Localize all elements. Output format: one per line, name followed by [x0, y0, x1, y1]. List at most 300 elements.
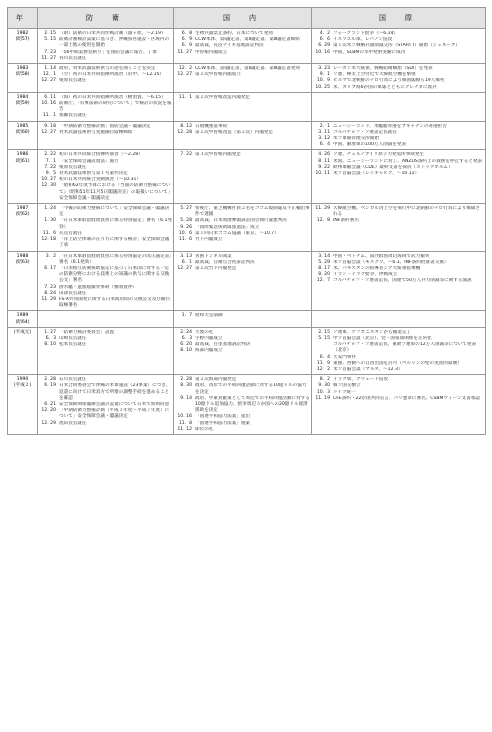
event-text: 最高裁、長沼ナイキ基地訴訟判決	[195, 43, 264, 49]
event-entry	[175, 237, 310, 243]
event-text: 第２次海部内閣発足	[195, 377, 237, 383]
international-cell	[312, 29, 486, 64]
event-date: 2. 22	[44, 152, 56, 158]
event-date: 2. 15	[318, 329, 330, 335]
international-cell	[312, 64, 486, 93]
event-entry	[39, 218, 172, 230]
event-date: 5. 28	[180, 218, 192, 224]
event-text: 第２次中曽根改造内閣発足	[195, 94, 251, 100]
event-entry	[313, 142, 484, 148]
event-text: イラン・イラク紛争、停戦成立	[333, 272, 398, 278]
event-text: 対米武器技術供与実施細目取極締結	[59, 129, 133, 135]
year-cell	[8, 204, 38, 251]
event-text: 「今後の防衛力整備について」安全保障会議・閣議決定	[59, 206, 170, 218]
event-date: 12. 1	[42, 72, 56, 78]
year-row	[8, 311, 486, 327]
event-text: 初の日米共同統合実動演習（〜10.31）	[59, 177, 142, 183]
year-cell	[8, 29, 38, 64]
event-text: 中国、解放軍の100万人削減を発表	[333, 142, 407, 148]
event-date: 6. 21	[44, 401, 56, 407]
year-cell	[8, 311, 38, 327]
event-text: FS-X共同開発に関する日米政府間の交換公文及び細目取極署名	[59, 296, 171, 309]
international-cell	[312, 311, 486, 327]
year-row	[8, 29, 486, 64]
international-cell	[312, 375, 486, 435]
event-date: 6. 8	[181, 31, 192, 36]
event-entry	[313, 206, 484, 218]
event-text: 第１次米ソ戦略兵器削減交渉（START Ⅰ）開始（ジュネーブ）	[333, 43, 460, 49]
event-date: 11. 27	[41, 55, 56, 61]
era-label: (昭61)	[15, 158, 30, 164]
event-entry	[39, 78, 172, 84]
event-text: （空）初の日米共同指揮所演習（府中、〜12.15）	[59, 72, 165, 78]
chronology-table	[7, 7, 486, 435]
year-row	[8, 64, 486, 93]
event-date: 12. 27	[177, 72, 192, 78]
event-text: 第２次竹下内閣発足	[195, 265, 237, 271]
event-date: 10. 11	[315, 171, 330, 177]
event-entry	[175, 348, 310, 354]
event-entry	[313, 396, 484, 402]
event-date: 12. 28	[177, 129, 192, 135]
event-date: 6. 3	[45, 335, 56, 341]
event-date: 6. 4	[319, 142, 330, 148]
event-text: レーガン米大統領、戦略防衛構想（SDI）を発表	[333, 66, 433, 72]
year-row	[8, 150, 486, 204]
event-date: 1. 7	[181, 313, 192, 319]
international-cell	[312, 121, 486, 150]
event-entry	[175, 383, 310, 395]
event-text: 天安門事件	[333, 354, 356, 360]
event-text: 対米武器技術供与第１号案件決定	[59, 171, 128, 177]
event-entry	[39, 297, 172, 309]
defense-cell	[38, 251, 174, 311]
year-label: 1982	[16, 31, 29, 36]
event-entry	[175, 72, 310, 78]
event-entry	[175, 130, 310, 136]
defense-cell	[38, 204, 174, 251]
year-label: 1988	[16, 253, 29, 259]
event-text: ドイツ統一	[333, 389, 356, 395]
event-date: 7. 22	[180, 152, 192, 158]
event-text: 「中期防衛力整備計画（平成３年度〜平成７年度）について」安全保障会議・閣議決定	[59, 408, 170, 420]
event-text: （海）初の日米共同指揮所演習（横須賀、〜6.15）	[59, 94, 166, 100]
event-date: 3. 12	[318, 136, 330, 142]
event-date: 10. 16	[315, 49, 330, 55]
event-date: 9. 18	[44, 123, 56, 129]
event-date: 11. 6	[178, 237, 192, 243]
event-text: ゴルバチョフ・ソ連書記長、国連で50万人兵力削減等に関する演説	[333, 278, 472, 284]
event-text: 宇野内閣成立	[195, 335, 223, 341]
event-date: 5. 29	[318, 259, 330, 265]
event-date: 8. 2	[319, 377, 330, 383]
domestic-cell	[174, 311, 312, 327]
event-date: 3. 11	[318, 129, 330, 135]
year-cell	[8, 92, 38, 121]
event-date: 5. 27	[180, 206, 192, 212]
event-date: 11. 29	[315, 206, 330, 212]
event-date: 6. 1	[181, 259, 192, 265]
event-text: 中曽根内閣成立	[195, 49, 228, 55]
event-text: 最高裁、百里基地訴訟判決	[195, 342, 251, 348]
event-text: （財）防衛の日米共同作戦計画（渝ヶ原、〜2.19）	[59, 31, 166, 36]
event-date: 4. 26	[318, 152, 330, 158]
event-text: 米ソ首脳会談（レイキャビク、〜10.12）	[333, 171, 420, 177]
year-row	[8, 375, 486, 435]
year-row	[8, 92, 486, 121]
international-cell	[312, 251, 486, 311]
event-date: 6. 20	[180, 342, 192, 348]
event-text: 「防衛力検討委員会」設置	[59, 329, 115, 335]
event-date: 12. 27	[41, 129, 56, 135]
event-text: CCW本体、第Ⅰ議定書、第Ⅱ議定書、第Ⅲ議定書締結	[195, 37, 301, 43]
event-date: 5. 15	[44, 37, 56, 43]
event-text: 初の日米共同統合指揮所演習（〜2.28）	[59, 152, 143, 158]
event-text: 最高裁、日米原潜弾頭訴訟国会執行違憲判決	[195, 218, 287, 224]
event-date: 10. 16	[177, 414, 192, 420]
event-text: 米国、ニュージーランドに対し、ANZUS条約上の義務を停止すると発表	[333, 158, 483, 164]
event-date: 9. 22	[318, 164, 330, 170]
event-entry	[39, 113, 172, 119]
event-entry	[39, 237, 172, 249]
event-date: 12. 20	[41, 408, 56, 414]
event-date: 6. 11	[44, 94, 56, 100]
domestic-cell	[174, 29, 312, 64]
event-date: 2. 28	[44, 377, 56, 383]
event-entry	[39, 56, 172, 62]
event-entry	[39, 206, 172, 218]
event-text: 池田長官就任	[59, 420, 87, 426]
event-text: 「日米相互防衛援助協定に基づく日本国に対する一定の防衛分野における技術上の知識の供与に関する交換公文」署名	[59, 265, 170, 284]
event-date: 8. 11	[318, 158, 330, 164]
event-date: 12. 8	[316, 218, 330, 224]
event-date: 10. 16	[41, 101, 56, 107]
event-date: 11. 12	[177, 426, 192, 432]
event-text: 谷川長官就任	[59, 55, 87, 61]
event-entry	[39, 37, 172, 49]
event-text: CCW本体、第Ⅰ議定書、第Ⅱ議定書、第Ⅲ議定書発効	[195, 66, 301, 72]
event-text: 「56中期業務見積り」を国防会議に報告、了承	[59, 49, 157, 55]
event-date: 6. 17	[44, 265, 56, 271]
event-text: 「洋上防空体制の在り方に関する検討」安全保障会議了承	[59, 237, 170, 249]
event-text: 米ソ軍備管理交渉開始	[333, 136, 379, 142]
era-label: (昭60)	[15, 129, 30, 135]
event-entry	[175, 95, 310, 101]
event-entry	[313, 218, 484, 224]
event-text: 「在日米軍駐留経費負担に係る特別協定の改正議定書」署名（6.1発効）	[59, 253, 172, 265]
event-entry	[39, 421, 172, 427]
event-text: 米ソ首脳会談（モスクワ、〜6.1、INF条約批准書交換）	[333, 259, 449, 265]
event-text: 欧州軍縮会議（CDE）最終文書を採択（ストックホルム）	[333, 164, 453, 170]
event-text: 昭和天皇崩御	[195, 313, 223, 319]
defense-cell	[38, 311, 174, 327]
event-text: 第２次中曽根内閣成立	[195, 72, 241, 78]
event-date: 2. 1	[319, 123, 330, 129]
event-date: 8. 17	[318, 265, 330, 271]
event-text: 即位の礼	[195, 426, 214, 432]
event-date: 7. 23	[44, 49, 56, 55]
domestic-cell	[174, 121, 312, 150]
event-date: 12. 18	[41, 237, 56, 243]
chronology-body	[8, 29, 486, 435]
event-text: 大韓航空機、ベンガル湾上空を飛行中に北朝鮮のテロ行為により爆破される	[333, 206, 481, 218]
year-cell	[8, 251, 38, 311]
event-text: 栗原長官就任	[59, 164, 87, 170]
event-date: 1. 24	[44, 206, 56, 212]
event-text: 第１回日米ココム協議（東京、〜10.7）	[195, 230, 279, 236]
event-entry	[39, 101, 172, 113]
event-date: 11. 19	[315, 395, 330, 401]
event-date: 9. 1	[319, 72, 330, 78]
international-cell	[312, 92, 486, 121]
event-text: 防衛計画検討試案に基づき、沖縄県宮施設・区域内の一部土地の使用を開始	[59, 37, 170, 49]
event-date: 12. 7	[316, 278, 330, 284]
year-cell	[8, 121, 38, 150]
event-entry	[39, 342, 172, 348]
event-text: 「国連平和協力法案」廃案	[195, 420, 251, 426]
event-text: 「国際緊急援助隊派遣法」成立	[195, 224, 260, 230]
event-text: イスラエル軍、レバノン侵攻	[333, 37, 393, 43]
event-text: ソ連軍、アフガニスタンから撤退完了	[333, 329, 412, 335]
event-text: 中ソ首脳会談（北京）、党・国家間関係を正常化	[333, 335, 432, 341]
event-entry	[175, 396, 310, 415]
event-text: 韓ソ国交樹立	[333, 383, 361, 389]
event-text: 中国・ベトナム、南沙群島周辺海域で武力衝突	[333, 253, 430, 259]
year-cell	[8, 64, 38, 93]
domestic-cell	[174, 204, 312, 251]
event-date: 3. 23	[318, 66, 330, 72]
event-date: 10. 6	[178, 230, 192, 236]
event-date: 6. 3	[181, 335, 192, 341]
era-label: (昭58)	[15, 72, 30, 78]
event-date: 6. 4	[319, 354, 330, 360]
event-date: 6. 19	[44, 383, 56, 389]
event-entry	[39, 408, 172, 420]
event-date: 1. 30	[44, 218, 56, 224]
event-entry	[39, 383, 172, 402]
event-date: 9. 26	[180, 224, 192, 230]
era-label: (昭57)	[15, 37, 30, 43]
event-text: 石川長官就任	[59, 377, 87, 383]
event-date: 12. 27	[41, 78, 56, 84]
year-label: 1985	[16, 123, 29, 129]
event-text: CFE条約・22か国共同宣言、パリ憲章に署名、CSBMウィーン文書承認	[333, 395, 480, 401]
era-label: (昭63)	[15, 259, 30, 265]
year-label: 1984	[16, 94, 29, 100]
event-date: 12. 30	[41, 183, 56, 189]
event-text: 「在日米軍駐留経費負担に係る特別協定」署名（6.1発効）	[59, 218, 172, 230]
event-text: イラク軍、クウェート侵攻	[333, 377, 388, 383]
event-date: 8. 10	[180, 348, 192, 354]
event-date: 11. 1	[178, 94, 192, 100]
event-date: 8. 20	[318, 272, 330, 278]
event-text: 米、カリブ海6か国の軍隊とともにグレナダに派兵	[333, 84, 437, 90]
event-entry	[39, 130, 172, 136]
event-date: 10. 27	[41, 177, 56, 183]
header-international: 国 際	[312, 8, 486, 29]
event-text: 「安全保障会議設置法」施行	[59, 158, 119, 164]
event-date: 8. 24	[44, 290, 56, 296]
event-date: 9. 30	[318, 383, 330, 389]
event-date: 7. 22	[44, 164, 56, 170]
event-date: 11. 27	[177, 49, 192, 55]
event-text: ビルマで北朝鮮のテロ行為により韓国閣僚ら19人爆死	[333, 78, 445, 84]
domestic-cell	[174, 64, 312, 93]
year-cell	[8, 150, 38, 204]
year-cell	[8, 375, 38, 435]
event-text: 生物兵器禁止条約、日本について発効	[195, 31, 274, 36]
event-date: 2. 15	[44, 31, 56, 36]
domestic-cell	[174, 251, 312, 311]
event-text: 「国連平和協力法案」提出	[195, 414, 251, 420]
event-entry	[175, 50, 310, 56]
event-date: 6. 9	[181, 43, 192, 49]
event-text: 米ソ首脳会談（マルタ、〜12.3）	[333, 366, 403, 372]
event-date: 7. 23	[44, 284, 56, 290]
defense-cell	[38, 327, 174, 374]
international-cell	[312, 150, 486, 204]
event-date: 12. 2	[316, 366, 330, 372]
event-entry	[313, 171, 484, 177]
event-date: 11. 1	[42, 113, 56, 119]
event-date: 3. 13	[180, 253, 192, 259]
era-label: (昭59)	[15, 101, 30, 107]
event-date: 8. 12	[180, 123, 192, 129]
event-text: 中国、SLBMの水中発射実験に成功	[333, 49, 406, 55]
year-row	[8, 251, 486, 311]
defense-cell	[38, 29, 174, 64]
event-entry	[175, 152, 310, 158]
event-text: 「昭和62年度予算における『当面の防衛力整備について』（昭和51年11月5日閣議決定）の取扱いについて」安全保障会議・閣議決定	[59, 183, 171, 201]
year-label: 1986	[16, 152, 29, 158]
event-text: 日米合同委員会で沖縄の米軍施設（23事案）につき、返還に向けて日米双方で所要の調整手続を進めることを確認	[59, 383, 171, 401]
event-date: 11. 9	[316, 360, 330, 366]
event-date: 11. 29	[41, 296, 56, 302]
year-label: 1989	[16, 313, 29, 319]
event-date	[313, 342, 333, 354]
event-date: 5. 15	[318, 335, 330, 341]
event-entry	[313, 85, 484, 91]
international-cell	[312, 204, 486, 251]
event-entry	[39, 254, 172, 266]
event-text: 第２次中曽根改造（第２次）内閣発足	[195, 129, 274, 135]
event-entry	[175, 427, 310, 433]
event-text: フォークランド紛争（〜6.14）	[333, 31, 399, 36]
event-entry	[175, 313, 310, 319]
event-date: 9. 14	[180, 395, 192, 401]
year-label: 1987	[16, 206, 29, 212]
header-domestic: 国 内	[174, 8, 312, 29]
event-date: 6. 6	[319, 37, 330, 43]
event-date: 8. 10	[44, 342, 56, 348]
domestic-cell	[174, 150, 312, 204]
event-text: 田澤長官就任	[59, 290, 87, 296]
event-text: 松本長官就任	[59, 342, 87, 348]
event-text: 政府、中東貢献策として周辺での平和回復活動に対する10億ドル追加協力、紛争周辺３か国への20億ドル経済援助を決定	[195, 395, 310, 414]
event-text: 米、パキスタンの指導者ジア大統領搭乗機	[333, 265, 421, 271]
event-text: ソ連、チェルノブイリ原子力発電所事故発生	[333, 152, 425, 158]
event-date: 10. 25	[315, 84, 330, 90]
event-text: 海部内閣成立	[195, 348, 223, 354]
year-cell	[8, 327, 38, 374]
defense-cell	[38, 121, 174, 150]
event-date: 10. 3	[316, 389, 330, 395]
event-date: 10. 9	[316, 78, 330, 84]
domestic-cell	[174, 327, 312, 374]
defense-cell	[38, 375, 174, 435]
event-entry	[313, 367, 484, 373]
year-label: (平成元)	[13, 329, 32, 335]
era-label: (昭62)	[15, 212, 30, 218]
event-date: 1. 27	[44, 329, 56, 335]
defense-cell	[38, 92, 174, 121]
year-row	[8, 204, 486, 251]
event-entry	[313, 342, 484, 354]
event-date: 6. 29	[318, 43, 330, 49]
event-date: 2. 28	[180, 377, 192, 383]
event-entry	[313, 50, 484, 56]
event-date: 9. 5	[45, 171, 56, 177]
year-row	[8, 327, 486, 374]
event-date: 12. 27	[177, 265, 192, 271]
event-text: 最高裁、自衛官合祀訴訟判決	[195, 259, 255, 265]
event-text: 防衛庁、「有事法制の研究について」で検討の状況を報告	[59, 101, 172, 113]
event-text: 政府、対米武器技術供与の途を開くことを決定	[59, 66, 156, 72]
event-text: 警視庁、東芝機械社員２名をココム規制違反不正輸出事件で逮捕	[195, 206, 310, 218]
event-entry	[313, 278, 484, 284]
era-label: (平成２)	[13, 383, 32, 389]
event-text: ニュージーランド、米艦艇寄港をブキャナンの寄港拒否	[333, 123, 447, 129]
year-label: 1990	[16, 377, 29, 383]
event-entry	[175, 206, 310, 218]
event-date: 3. 2	[45, 253, 56, 259]
era-label: (昭64)	[15, 319, 30, 325]
event-date: 7. 1	[45, 158, 56, 164]
event-date: 3. 14	[318, 253, 330, 259]
defense-cell	[38, 150, 174, 204]
event-text: 日航機墜落事故	[195, 123, 228, 129]
defense-cell	[38, 64, 174, 93]
event-date: 12. 2	[178, 66, 192, 72]
header-row	[8, 8, 486, 29]
event-text: 竹下内閣成立	[195, 237, 223, 243]
event-text: 第３次中曽根内閣発足	[195, 152, 241, 158]
event-text: 加藤長官就任	[59, 113, 87, 119]
domestic-cell	[174, 375, 312, 435]
event-date: 2. 24	[180, 329, 192, 335]
event-entry	[175, 266, 310, 272]
header-year: 年	[8, 8, 38, 29]
event-text: 山崎長官就任	[59, 335, 87, 341]
year-label: 1983	[16, 66, 29, 72]
event-text: 大喪の礼	[195, 329, 214, 335]
event-text: 「中期防衛力整備計画」国防会議・閣議決定	[59, 123, 151, 129]
event-date: 11. 8	[178, 420, 192, 426]
event-text: INF条約署名	[333, 218, 359, 224]
event-text: 栗原長官就任	[59, 78, 87, 84]
header-defense: 防 衛	[38, 8, 174, 29]
event-date: 1. 14	[44, 66, 56, 72]
event-text: 瓦長官就任	[59, 230, 82, 236]
event-entry	[39, 183, 172, 202]
domestic-cell	[174, 92, 312, 121]
event-text: ソ連、樺太上空付近で大韓航空機を撃墜	[333, 72, 416, 78]
international-cell	[312, 327, 486, 374]
event-text: 青函トンネル開業	[195, 253, 232, 259]
event-text: 東独、西側への自由出国を許可（ベルリンの壁の実質的崩壊）	[333, 360, 462, 366]
event-entry	[39, 266, 172, 285]
event-date: 6. 9	[181, 37, 192, 43]
